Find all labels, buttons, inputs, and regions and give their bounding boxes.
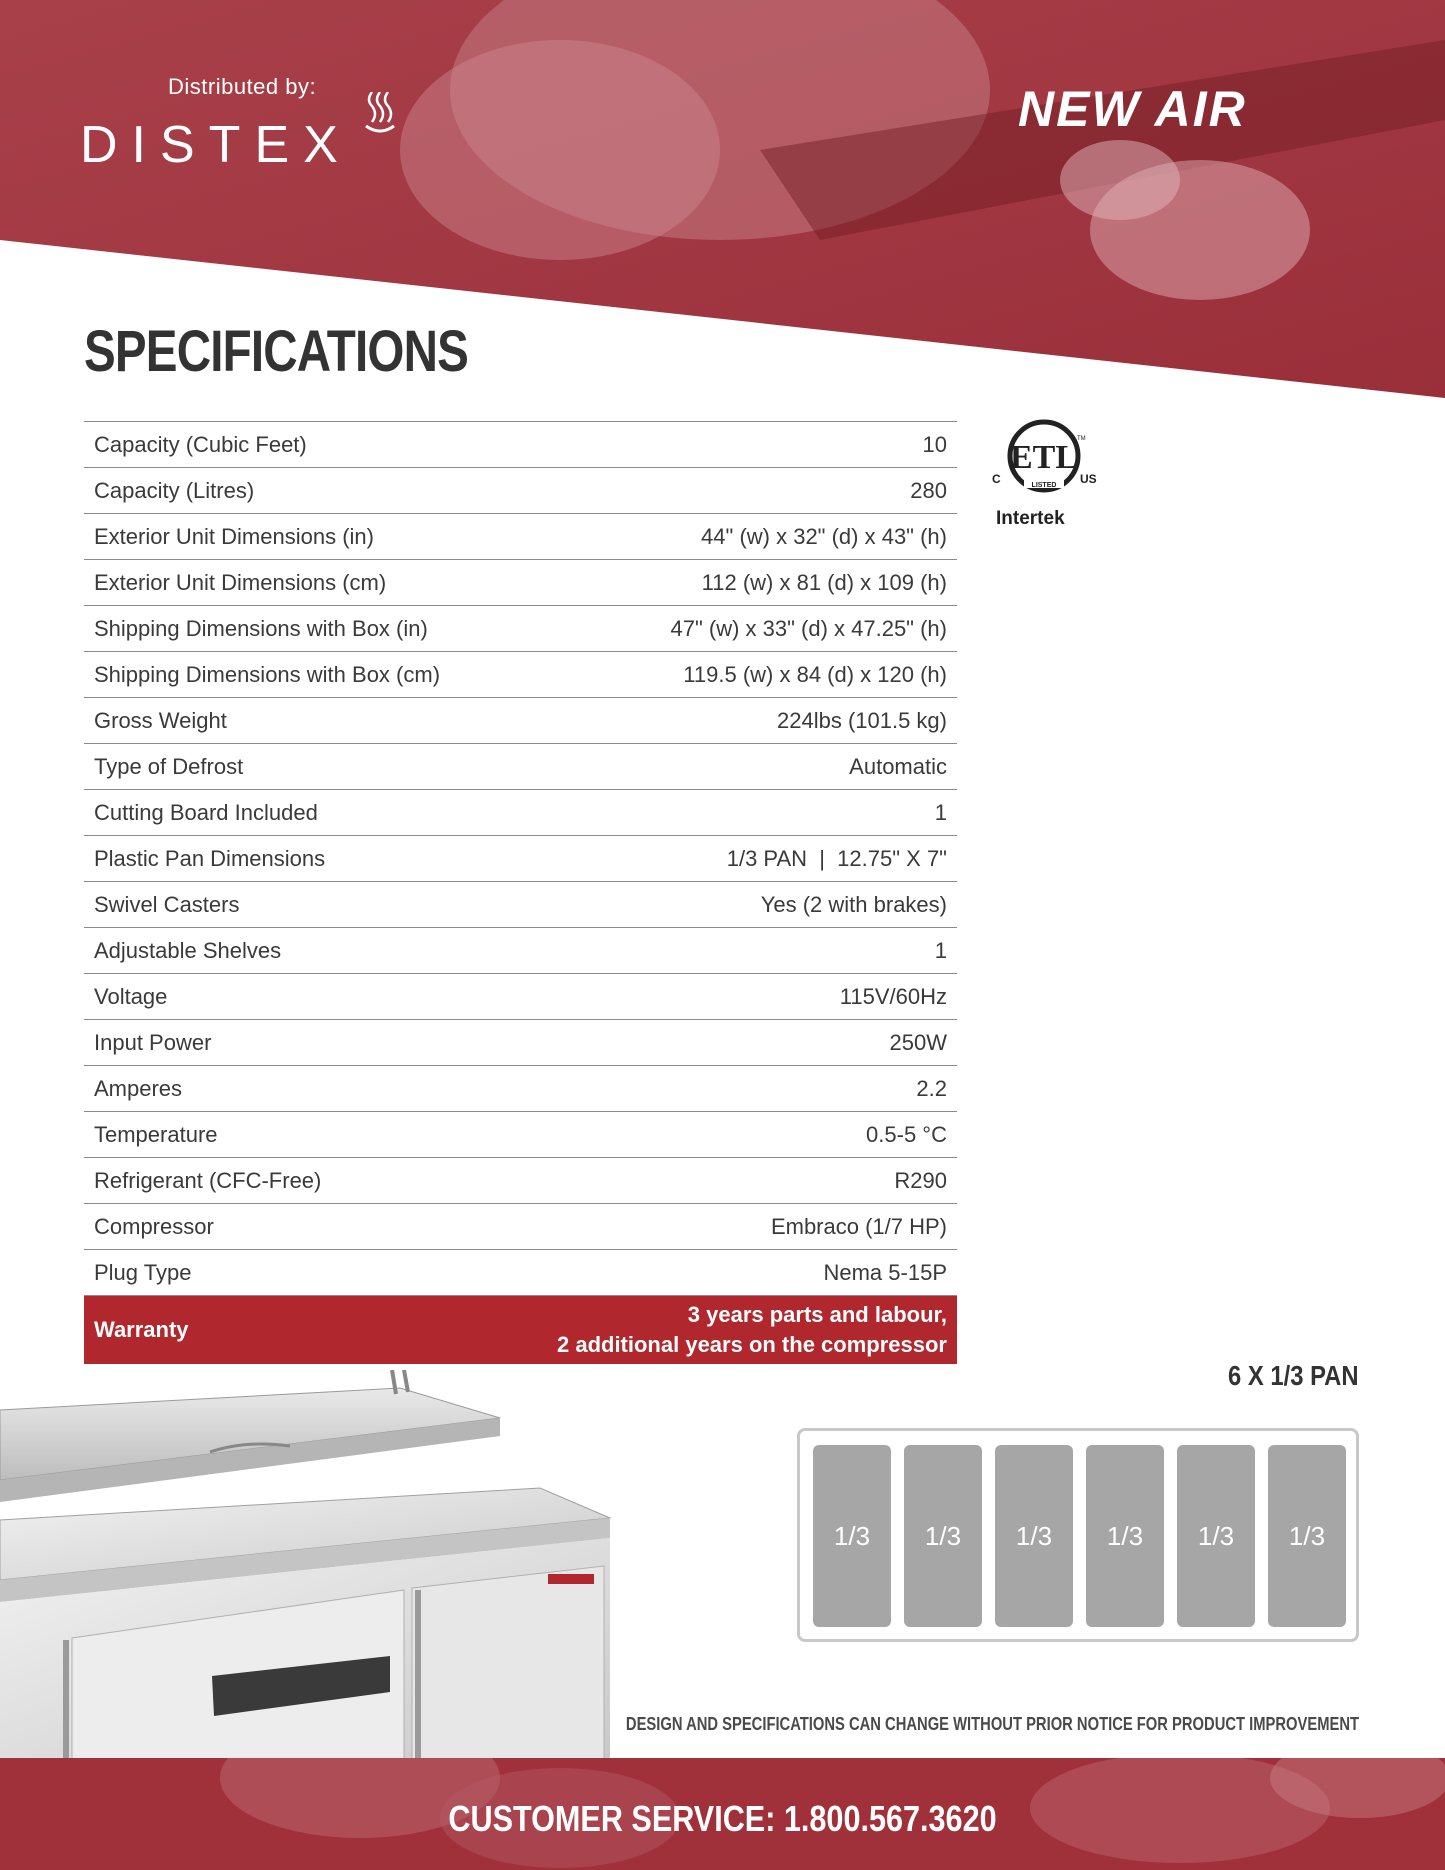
spec-label: Gross Weight: [94, 707, 227, 733]
spec-row: [84, 422, 957, 468]
warranty-row: [84, 1296, 957, 1364]
spec-row: [84, 468, 957, 514]
spec-value: Yes (2 with brakes): [760, 891, 947, 917]
spec-row: [84, 928, 957, 974]
spec-label: Temperature: [94, 1121, 218, 1147]
customer-service-text: CUSTOMER SERVICE: 1.800.567.3620: [448, 1798, 997, 1839]
footer-banner: [0, 1758, 1445, 1870]
spec-value: 115V/60Hz: [839, 983, 947, 1009]
distex-logo-text: DISTEX: [80, 116, 352, 174]
spec-row: [84, 790, 957, 836]
spec-label: Amperes: [94, 1075, 183, 1101]
spec-value: 10: [922, 431, 947, 457]
spec-value: 112 (w) x 81 (d) x 109 (h): [701, 569, 947, 595]
warranty-value: [557, 1300, 947, 1360]
spec-label: Capacity (Litres): [94, 477, 255, 503]
warranty-line-1: 3 years parts and labour,: [687, 1302, 947, 1327]
etl-us-text: US: [1080, 472, 1097, 486]
spec-value: 224lbs (101.5 kg): [777, 707, 947, 733]
spec-row: [84, 744, 957, 790]
pan-slot: 1/3: [1086, 1445, 1164, 1627]
newair-logo-text: NEW AIR: [1018, 81, 1247, 137]
spec-row: [84, 1204, 957, 1250]
spec-row: [84, 1066, 957, 1112]
spec-value: 0.5-5 °C: [866, 1121, 947, 1147]
distributed-by-label: Distributed by:: [168, 74, 317, 99]
spec-label: Swivel Casters: [94, 891, 240, 917]
spec-label: Plug Type: [94, 1259, 192, 1285]
spec-label: Capacity (Cubic Feet): [94, 431, 307, 457]
etl-listed-text: LISTED: [1031, 482, 1057, 489]
spec-label: Type of Defrost: [94, 753, 244, 779]
etl-tm-text: TM: [1077, 436, 1086, 442]
warranty-label: Warranty: [94, 1317, 189, 1342]
spec-value: Embraco (1/7 HP): [770, 1213, 947, 1239]
spec-value: 1/3 PAN | 12.75" X 7": [726, 845, 947, 871]
spec-value: 47" (w) x 33" (d) x 47.25" (h): [670, 615, 947, 641]
spec-row: [84, 836, 957, 882]
pan-slot: 1/3: [813, 1445, 891, 1627]
spec-value: 44" (w) x 32" (d) x 43" (h): [701, 523, 947, 549]
spec-row: [84, 882, 957, 928]
spec-value: 1: [934, 937, 947, 963]
product-image: [0, 1370, 630, 1765]
warranty-line-2: 2 additional years on the compressor: [556, 1332, 947, 1357]
etl-listed-mark: [988, 416, 1098, 511]
spec-label: Refrigerant (CFC-Free): [94, 1167, 322, 1193]
spec-row: [84, 514, 957, 560]
pan-layout-diagram: [797, 1428, 1359, 1642]
spec-value: 2.2: [916, 1075, 947, 1101]
spec-row: [84, 1158, 957, 1204]
page-title: SPECIFICATIONS: [84, 319, 469, 384]
specifications-table: [84, 421, 957, 1364]
spec-label: Adjustable Shelves: [94, 937, 282, 963]
intertek-label: Intertek: [996, 508, 1065, 529]
spec-label: Exterior Unit Dimensions (cm): [94, 569, 387, 595]
spec-value: Nema 5-15P: [823, 1259, 947, 1285]
spec-row: [84, 1020, 957, 1066]
spec-row: [84, 606, 957, 652]
etl-seal-icon: [988, 416, 1098, 506]
spec-value: 250W: [889, 1029, 947, 1055]
spec-row: [84, 560, 957, 606]
spec-label: Shipping Dimensions with Box (in): [94, 615, 428, 641]
spec-value: R290: [894, 1167, 947, 1193]
spec-label: Input Power: [94, 1029, 212, 1055]
spec-value: Automatic: [849, 753, 947, 779]
spec-label: Voltage: [94, 983, 168, 1009]
spec-row: [84, 698, 957, 744]
pan-slot: 1/3: [904, 1445, 982, 1627]
spec-row: [84, 974, 957, 1020]
disclaimer-text: DESIGN AND SPECIFICATIONS CAN CHANGE WITHOUT PRIOR NOTICE FOR PRODUCT IMPROVEMENT: [625, 1714, 1359, 1734]
spec-row: [84, 1112, 957, 1158]
spec-value: 280: [910, 477, 947, 503]
spec-label: Exterior Unit Dimensions (in): [94, 523, 374, 549]
etl-mark-text: ETL: [1009, 439, 1079, 476]
customer-service-phone: [0, 1798, 1445, 1840]
spec-row: [84, 652, 957, 698]
spec-row: [84, 1250, 957, 1296]
spec-label: Plastic Pan Dimensions: [94, 845, 326, 871]
spec-label: Shipping Dimensions with Box (cm): [94, 661, 441, 687]
pan-slot: 1/3: [1268, 1445, 1346, 1627]
spec-label: Cutting Board Included: [94, 799, 318, 825]
refrigerated-prep-table-illustration: [0, 1370, 630, 1760]
spec-value: 119.5 (w) x 84 (d) x 120 (h): [683, 661, 947, 687]
pan-slot: 1/3: [1177, 1445, 1255, 1627]
pan-configuration-title: 6 X 1/3 PAN: [1228, 1360, 1359, 1391]
pan-slot: 1/3: [995, 1445, 1073, 1627]
spec-label: Compressor: [94, 1213, 214, 1239]
etl-c-text: C: [992, 472, 1001, 486]
spec-value: 1: [934, 799, 947, 825]
